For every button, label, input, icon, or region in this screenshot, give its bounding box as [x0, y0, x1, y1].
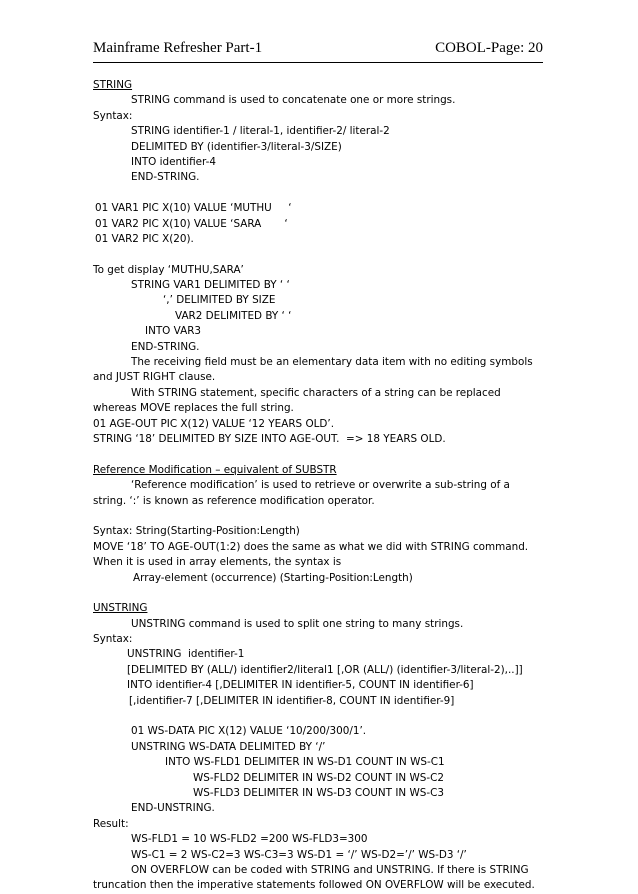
text-line: To get display ‘MUTHU,SARA’	[93, 263, 244, 276]
text-line: UNSTRING identifier-1	[127, 648, 245, 661]
text-line: 01 AGE-OUT PIC X(12) VALUE ‘12 YEARS OLD’.	[93, 417, 335, 430]
text-line: END-STRING.	[131, 340, 200, 353]
text-line: END-STRING.	[131, 171, 200, 184]
text-line: 01 VAR1 PIC X(10) VALUE ‘MUTHU ‘	[95, 202, 292, 215]
text-line: With STRING statement, specific characters of a string can be replaced	[131, 386, 501, 399]
text-line: END-UNSTRING.	[131, 802, 215, 815]
text-line: UNSTRING WS-DATA DELIMITED BY ‘/’	[131, 740, 326, 753]
text-line: When it is used in array elements, the syntax is	[93, 556, 342, 569]
text-line: [,identifier-7 [,DELIMITER IN identifier-8, COUNT IN identifier-9]	[129, 694, 455, 707]
text-line: STRING command is used to concatenate one or more strings.	[131, 94, 456, 107]
section-heading: UNSTRING	[93, 602, 148, 615]
text-line: INTO identifier-4 [,DELIMITER IN identifier-5, COUNT IN identifier-6]	[127, 679, 474, 692]
header-page-number: COBOL-Page: 20	[435, 40, 543, 56]
text-line: UNSTRING command is used to split one string to many strings.	[131, 617, 464, 630]
blank-line	[93, 186, 545, 201]
text-line: 01 VAR2 PIC X(10) VALUE ‘SARA ‘	[95, 217, 288, 230]
page-header	[93, 40, 543, 60]
text-line: STRING VAR1 DELIMITED BY ‘ ‘	[131, 279, 290, 292]
text-line: STRING identifier-1 / literal-1, identifier-2/ literal-2	[131, 125, 390, 138]
text-line: WS-FLD3 DELIMITER IN WS-D3 COUNT IN WS-C3	[193, 786, 444, 799]
text-line: Syntax:	[93, 109, 133, 122]
blank-line	[93, 709, 545, 724]
text-line: whereas MOVE replaces the full string.	[93, 402, 294, 415]
text-line: The receiving field must be an elementary data item with no editing symbols	[131, 356, 533, 369]
text-line: VAR2 DELIMITED BY ‘ ‘	[175, 309, 292, 322]
text-line: DELIMITED BY (identifier-3/literal-3/SIZE)	[131, 140, 342, 153]
text-line: ON OVERFLOW can be coded with STRING and UNSTRING. If there is STRING	[131, 863, 529, 876]
text-line: [DELIMITED BY (ALL/) identifier2/literal1 [,OR (ALL/) (identifier-3/literal-2),..]]	[127, 663, 523, 676]
header-divider	[93, 62, 543, 63]
text-line: WS-C1 = 2 WS-C2=3 WS-C3=3 WS-D1 = ‘/’ WS-D2=’/’ WS-D3 ‘/’	[131, 848, 467, 861]
text-line: WS-FLD2 DELIMITER IN WS-D2 COUNT IN WS-C2	[193, 771, 444, 784]
text-line: Syntax:	[93, 633, 133, 646]
text-line: 01 WS-DATA PIC X(12) VALUE ‘10/200/300/1’.	[131, 725, 367, 738]
text-line: 01 VAR2 PIC X(20).	[95, 232, 194, 245]
text-line: INTO VAR3	[145, 325, 202, 338]
section-heading: Reference Modification – equivalent of SUBSTR	[93, 463, 337, 476]
text-line: ‘Reference modification’ is used to retrieve or overwrite a sub-string of a	[131, 479, 510, 492]
text-line: MOVE ‘18’ TO AGE-OUT(1:2) does the same as what we did with STRING command.	[93, 540, 529, 553]
text-line: Syntax: String(Starting-Position:Length)	[93, 525, 300, 538]
blank-line	[93, 509, 545, 524]
text-line: Array-element (occurrence) (Starting-Position:Length)	[133, 571, 413, 584]
text-line: INTO identifier-4	[131, 155, 216, 168]
header-title: Mainframe Refresher Part-1	[93, 40, 263, 56]
text-line: truncation then the imperative statements followed ON OVERFLOW will be executed.	[93, 879, 535, 892]
text-line: and JUST RIGHT clause.	[93, 371, 216, 384]
blank-line	[93, 247, 545, 262]
blank-line	[93, 586, 545, 601]
text-line: Result:	[93, 817, 129, 830]
text-line: string. ‘:’ is known as reference modification operator.	[93, 494, 375, 507]
section-heading: STRING	[93, 79, 133, 91]
document-body	[93, 78, 545, 894]
text-line: ‘,’ DELIMITED BY SIZE	[163, 294, 276, 307]
text-line: INTO WS-FLD1 DELIMITER IN WS-D1 COUNT IN WS-C1	[165, 756, 445, 769]
blank-line	[93, 447, 545, 462]
text-line: STRING ‘18’ DELIMITED BY SIZE INTO AGE-OUT. => 18 YEARS OLD.	[93, 432, 446, 445]
text-line: WS-FLD1 = 10 WS-FLD2 =200 WS-FLD3=300	[131, 833, 368, 846]
